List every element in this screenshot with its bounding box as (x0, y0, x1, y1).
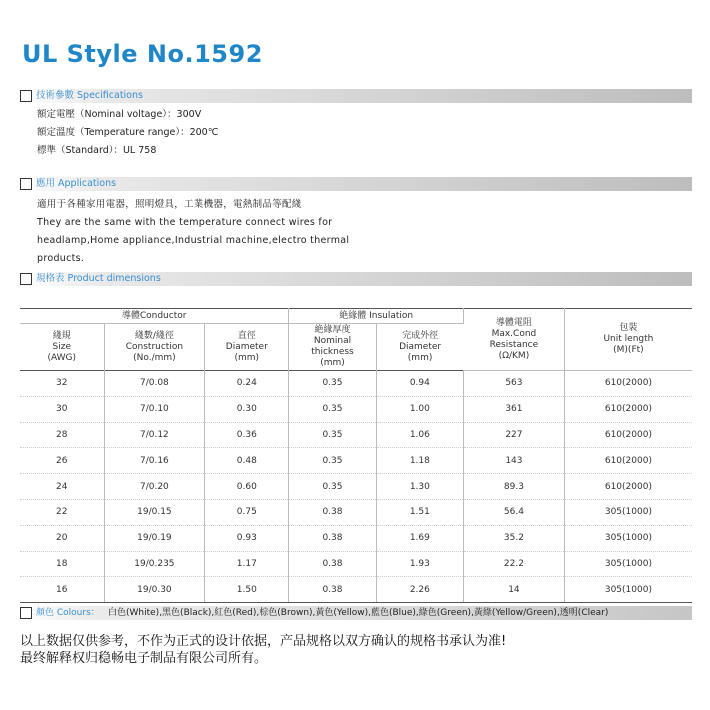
table-cell: 0.38 (289, 499, 376, 525)
table-cell: 0.35 (289, 474, 376, 500)
table-cell: 89.3 (464, 474, 565, 500)
checkbox-square-icon (20, 90, 32, 102)
specifications-label: 技術參數 Specifications (36, 90, 143, 101)
table-cell: 7/0.20 (104, 474, 205, 500)
disclaimer-note: 以上数据仅供参考，不作为正式的设计依据，产品规格以双方确认的规格书承认为准! (20, 634, 507, 649)
applications-label: 應用 Applications (36, 178, 117, 189)
table-cell: 22.2 (464, 551, 565, 577)
table-cell: 30 (20, 396, 104, 422)
table-cell: 7/0.10 (104, 396, 205, 422)
colours-label: 顏色 Colours： (36, 608, 100, 618)
table-cell: 0.24 (205, 371, 289, 397)
table-cell: 14 (464, 577, 565, 603)
table-cell: 26 (20, 448, 104, 474)
copyright-note: 最终解释权归稳畅电子制品有限公司所有。 (20, 651, 268, 666)
specifications-list (37, 106, 218, 160)
table-cell: 56.4 (464, 499, 565, 525)
spec-line: 標準（Standard）：UL 758 (37, 145, 157, 156)
table-cell: 32 (20, 371, 104, 397)
table-row (20, 525, 692, 551)
table-cell: 0.93 (205, 525, 289, 551)
application-line: 適用于各種家用電器，照明燈具，工業機器，電熱制品等配綫 (37, 199, 302, 210)
table-cell: 19/0.235 (104, 551, 205, 577)
applications-text (37, 196, 349, 268)
table-cell: 0.94 (376, 371, 463, 397)
resistance-header: 導體電阻 Max.Cond Resistance (Ω/KM) (464, 309, 565, 371)
table-cell: 0.35 (289, 396, 376, 422)
table-cell: 0.38 (289, 577, 376, 603)
table-cell: 24 (20, 474, 104, 500)
table-cell: 1.50 (205, 577, 289, 603)
table-cell: 361 (464, 396, 565, 422)
table-cell: 7/0.08 (104, 371, 205, 397)
table-cell: 305(1000) (564, 499, 692, 525)
application-line: headlamp,Home appliance,Industrial machine,electro thermal (37, 235, 350, 246)
table-cell: 610(2000) (564, 371, 692, 397)
table-cell: 610(2000) (564, 396, 692, 422)
table-cell: 610(2000) (564, 474, 692, 500)
table-cell: 1.17 (205, 551, 289, 577)
table-cell: 563 (464, 371, 565, 397)
table-cell: 1.18 (376, 448, 463, 474)
table-cell: 0.38 (289, 551, 376, 577)
outer-diameter-header: 完成外徑 Diameter (mm) (399, 330, 442, 363)
checkbox-square-icon (20, 178, 32, 190)
table-cell: 0.48 (205, 448, 289, 474)
table-cell: 227 (464, 422, 565, 448)
table-cell: 0.60 (205, 474, 289, 500)
page-title: UL Style No.1592 (22, 40, 263, 68)
table-row (20, 499, 692, 525)
table-cell: 305(1000) (564, 577, 692, 603)
size-header: 綫規 Size (AWG) (20, 324, 104, 371)
table-cell: 19/0.30 (104, 577, 205, 603)
applications-section-header (20, 177, 692, 191)
colours-row (20, 606, 692, 620)
table-cell: 0.36 (205, 422, 289, 448)
table-cell: 305(1000) (564, 525, 692, 551)
table-row (20, 371, 692, 397)
table-cell: 143 (464, 448, 565, 474)
spec-line: 額定溫度（Temperature range）：200℃ (37, 127, 219, 138)
table-cell: 7/0.12 (104, 422, 205, 448)
product-dimensions-table (20, 308, 692, 603)
table-cell: 1.69 (376, 525, 463, 551)
thickness-header: 絶緣厚度 Nominal thickness (mm) (289, 324, 376, 371)
table-cell: 18 (20, 551, 104, 577)
table-cell: 20 (20, 525, 104, 551)
table-cell: 305(1000) (564, 551, 692, 577)
table-cell: 35.2 (464, 525, 565, 551)
table-cell: 0.35 (289, 448, 376, 474)
table-row (20, 551, 692, 577)
product-dimensions-section-header (20, 272, 692, 286)
table-cell: 22 (20, 499, 104, 525)
application-line: They are the same with the temperature connect wires for (37, 217, 333, 228)
table-cell: 610(2000) (564, 422, 692, 448)
table-row (20, 422, 692, 448)
table-cell: 1.30 (376, 474, 463, 500)
table-row (20, 448, 692, 474)
table-cell: 0.35 (289, 422, 376, 448)
table-cell: 0.38 (289, 525, 376, 551)
product-dimensions-label: 規格表 Product dimensions (36, 273, 161, 284)
table-cell: 16 (20, 577, 104, 603)
table-row (20, 396, 692, 422)
table-row (20, 474, 692, 500)
checkbox-square-icon (20, 273, 32, 285)
table-cell: 1.51 (376, 499, 463, 525)
table-cell: 0.75 (205, 499, 289, 525)
application-line: products. (37, 253, 85, 264)
specifications-section-header (20, 89, 692, 103)
construction-header: 綫數/綫徑 Construction (No./mm) (104, 324, 205, 371)
colours-list: 白色(White),黑色(Black),紅色(Red),棕色(Brown),黃色(Yellow),藍色(Blue),綠色(Green),黃綠(Yellow/Green),透明(Clear) (108, 608, 609, 618)
table-cell: 19/0.15 (104, 499, 205, 525)
unit-length-header: 包裝 Unit length (M)(Ft) (564, 309, 692, 371)
table-cell: 7/0.16 (104, 448, 205, 474)
checkbox-square-icon (20, 607, 32, 619)
table-cell: 0.30 (205, 396, 289, 422)
spec-line: 額定電壓（Nominal voltage）：300V (37, 109, 202, 120)
table-row (20, 577, 692, 603)
table-cell: 2.26 (376, 577, 463, 603)
table-cell: 0.35 (289, 371, 376, 397)
table-cell: 610(2000) (564, 448, 692, 474)
table-cell: 1.00 (376, 396, 463, 422)
table-cell: 1.93 (376, 551, 463, 577)
table-cell: 1.06 (376, 422, 463, 448)
conductor-diameter-header: 直徑 Diameter (mm) (205, 324, 289, 371)
table-cell: 19/0.19 (104, 525, 205, 551)
table-cell: 28 (20, 422, 104, 448)
conductor-group-header: 導體Conductor (20, 309, 289, 324)
insulation-group-header: 絶緣體 Insulation (289, 309, 464, 324)
